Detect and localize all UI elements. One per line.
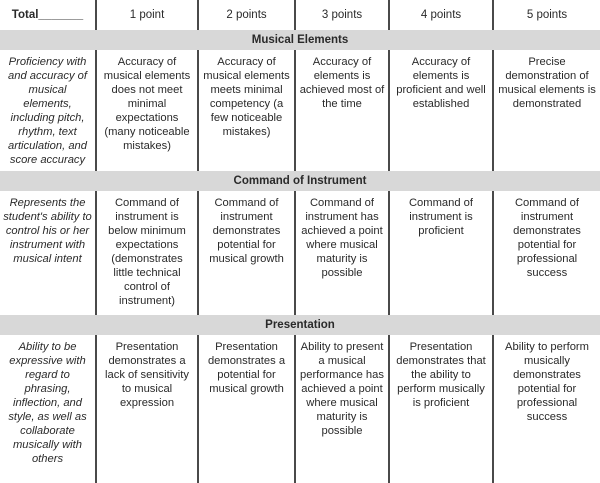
criteria-row-musical-elements (0, 50, 600, 171)
rubric-cell: Command of instrument is proficient (389, 191, 493, 315)
rubric-cell: Accuracy of musical elements meets minimal competency (a few noticeable mistakes) (198, 50, 295, 171)
section-header-command-of-instrument (0, 171, 600, 191)
criteria-description: Ability to be expressive with regard to phrasing, inflection, and style, as well as collaborate musically with others (8, 341, 87, 465)
rubric-cell: Precise demonstration of musical elements is demonstrated (493, 50, 600, 171)
level-3-header: 3 points (295, 0, 389, 30)
total-label: Total_______ (11, 9, 84, 21)
rubric-cell: Command of instrument is below minimum expectations (demonstrates little technical control of instrument) (96, 191, 198, 315)
rubric-cell: Presentation demonstrates that the ability to perform musically is proficient (389, 335, 493, 483)
level-5-header: 5 points (493, 0, 600, 30)
rubric-cell: Accuracy of musical elements does not meet minimal expectations (many noticeable mistakes) (96, 50, 198, 171)
rubric-cell: Command of instrument demonstrates potential for musical growth (198, 191, 295, 315)
header-row (0, 0, 600, 30)
rubric-cell: Presentation demonstrates a lack of sensitivity to musical expression (96, 335, 198, 483)
rubric-cell: Command of instrument has achieved a point where musical maturity is possible (295, 191, 389, 315)
rubric-cell: Ability to perform musically demonstrates potential for professional success (493, 335, 600, 483)
section-header-musical-elements (0, 30, 600, 50)
level-1-header: 1 point (96, 0, 198, 30)
level-4-header: 4 points (389, 0, 493, 30)
rubric-cell: Ability to present a musical performance has achieved a point where musical maturity is possible (295, 335, 389, 483)
section-header-presentation (0, 315, 600, 335)
section-title: Presentation (0, 315, 600, 335)
rubric-cell: Presentation demonstrates a potential for musical growth (198, 335, 295, 483)
section-title: Musical Elements (0, 30, 600, 50)
criteria-row-presentation (0, 335, 600, 483)
section-title: Command of Instrument (0, 171, 600, 191)
rubric-cell: Command of instrument demonstrates potential for professional success (493, 191, 600, 315)
rubric-cell: Accuracy of elements is proficient and well established (389, 50, 493, 171)
criteria-row-command-of-instrument (0, 191, 600, 315)
level-2-header: 2 points (198, 0, 295, 30)
criteria-description: Proficiency with and accuracy of musical elements, including pitch, rhythm, text articulation, and score accuracy (8, 56, 87, 166)
criteria-description: Represents the student's ability to control his or her instrument with musical intent (3, 197, 92, 265)
rubric-cell: Accuracy of elements is achieved most of the time (295, 50, 389, 171)
